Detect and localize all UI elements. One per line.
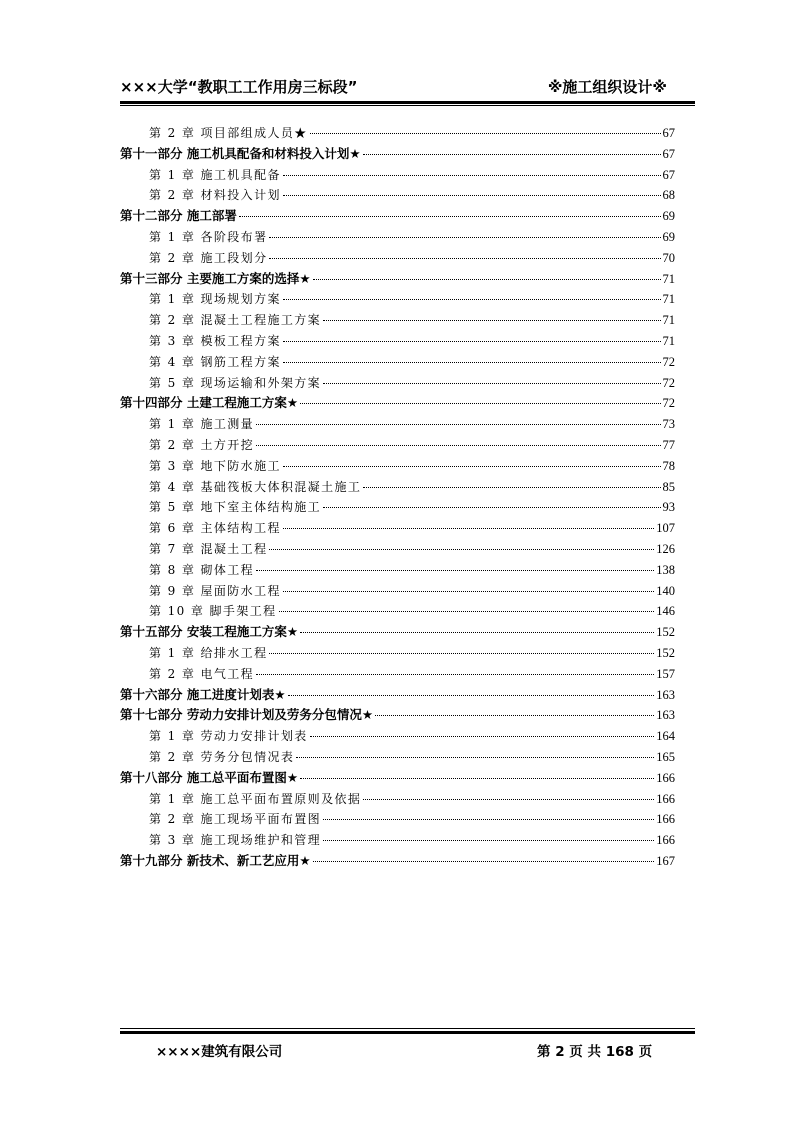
toc-entry-title: 第 2 章 材料投入计划: [149, 188, 281, 203]
toc-chapter-entry[interactable]: [120, 456, 675, 477]
toc-entry-page-number: 166: [656, 833, 675, 848]
toc-dot-leader: [256, 445, 660, 446]
toc-entry-title: 第 3 章 模板工程方案: [149, 333, 281, 348]
toc-entry-page-number: 166: [656, 812, 675, 827]
toc-dot-leader: [323, 507, 660, 508]
toc-entry-title: 第 6 章 主体结构工程: [149, 521, 281, 536]
toc-entry-title: 第 3 章 地下防水施工: [149, 458, 281, 473]
toc-entry-title: 第十八部分 施工总平面布置图★: [120, 769, 299, 785]
project-title: ×××大学“教职工工作用房三标段”: [120, 78, 358, 96]
toc-dot-leader: [256, 424, 660, 425]
toc-dot-leader: [283, 362, 661, 363]
toc-entry-page-number: 71: [662, 271, 675, 286]
toc-entry-page-number: 69: [662, 229, 675, 244]
toc-chapter-entry[interactable]: [120, 601, 675, 622]
header-rule: [120, 101, 695, 106]
toc-chapter-entry[interactable]: [120, 165, 675, 186]
toc-entry-page-number: 67: [662, 146, 675, 161]
toc-chapter-entry[interactable]: [120, 352, 675, 373]
toc-part-entry[interactable]: [120, 851, 675, 872]
footer-rule: [120, 1028, 695, 1034]
toc-entry-title: 第 1 章 各阶段布署: [149, 229, 268, 244]
toc-chapter-entry[interactable]: [120, 123, 675, 144]
toc-entry-page-number: 165: [656, 749, 675, 764]
table-of-contents: [120, 123, 675, 872]
toc-chapter-entry[interactable]: [120, 518, 675, 539]
toc-chapter-entry[interactable]: [120, 664, 675, 685]
toc-dot-leader: [323, 819, 654, 820]
toc-entry-title: 第 2 章 土方开挖: [149, 437, 255, 452]
toc-chapter-entry[interactable]: [120, 227, 675, 248]
toc-entry-title: 第 2 章 电气工程: [149, 666, 255, 681]
toc-entry-title: 第 2 章 项目部组成人员★: [149, 126, 308, 140]
toc-dot-leader: [323, 383, 660, 384]
toc-entry-page-number: 138: [656, 562, 675, 577]
toc-part-entry[interactable]: [120, 144, 675, 165]
toc-chapter-entry[interactable]: [120, 643, 675, 664]
toc-dot-leader: [300, 778, 654, 779]
toc-entry-page-number: 67: [662, 126, 675, 140]
toc-chapter-entry[interactable]: [120, 539, 675, 560]
toc-entry-title: 第 1 章 施工测量: [149, 417, 255, 432]
toc-dot-leader: [313, 861, 655, 862]
toc-part-entry[interactable]: [120, 269, 675, 290]
page-header: [120, 76, 695, 98]
toc-entry-title: 第 8 章 砌体工程: [149, 562, 255, 577]
toc-entry-page-number: 72: [662, 375, 675, 390]
toc-entry-page-number: 69: [662, 209, 675, 224]
toc-part-entry[interactable]: [120, 685, 675, 706]
toc-dot-leader: [283, 466, 661, 467]
toc-entry-title: 第十二部分 施工部署: [120, 208, 237, 224]
toc-dot-leader: [239, 216, 661, 217]
toc-chapter-entry[interactable]: [120, 809, 675, 830]
toc-entry-page-number: 71: [662, 333, 675, 348]
toc-dot-leader: [288, 695, 655, 696]
toc-part-entry[interactable]: [120, 206, 675, 227]
toc-dot-leader: [310, 133, 661, 134]
toc-dot-leader: [313, 279, 661, 280]
toc-dot-leader: [283, 195, 661, 196]
toc-dot-leader: [283, 591, 654, 592]
toc-dot-leader: [363, 487, 660, 488]
toc-dot-leader: [363, 799, 654, 800]
toc-dot-leader: [363, 154, 661, 155]
document-type: ※施工组织设计※: [547, 78, 667, 96]
toc-chapter-entry[interactable]: [120, 560, 675, 581]
toc-dot-leader: [279, 611, 655, 612]
toc-chapter-entry[interactable]: [120, 477, 675, 498]
toc-entry-title: 第 1 章 施工总平面布置原则及依据: [149, 791, 362, 806]
toc-entry-page-number: 71: [662, 313, 675, 328]
toc-dot-leader: [323, 320, 660, 321]
toc-entry-title: 第十三部分 主要施工方案的选择★: [120, 270, 311, 286]
toc-entry-page-number: 167: [656, 853, 675, 868]
toc-entry-title: 第 1 章 劳动力安排计划表: [149, 729, 308, 744]
toc-chapter-entry[interactable]: [120, 789, 675, 810]
toc-entry-title: 第 5 章 地下室主体结构施工: [149, 500, 322, 515]
toc-entry-title: 第 9 章 屋面防水工程: [149, 583, 281, 598]
toc-part-entry[interactable]: [120, 393, 675, 414]
toc-entry-page-number: 107: [656, 521, 675, 536]
toc-entry-title: 第 2 章 施工现场平面布置图: [149, 812, 322, 827]
toc-dot-leader: [375, 715, 654, 716]
toc-entry-page-number: 85: [662, 479, 675, 494]
toc-entry-page-number: 73: [662, 417, 675, 432]
company-name: ××××建筑有限公司: [156, 1044, 283, 1060]
toc-chapter-entry[interactable]: [120, 373, 675, 394]
toc-entry-page-number: 72: [662, 354, 675, 369]
toc-part-entry[interactable]: [120, 768, 675, 789]
toc-chapter-entry[interactable]: [120, 581, 675, 602]
toc-entry-title: 第 3 章 施工现场维护和管理: [149, 833, 322, 848]
toc-entry-page-number: 164: [656, 729, 675, 744]
toc-chapter-entry[interactable]: [120, 289, 675, 310]
toc-entry-title: 第十五部分 安装工程施工方案★: [120, 624, 299, 640]
toc-entry-title: 第十七部分 劳动力安排计划及劳务分包情况★: [120, 707, 374, 723]
toc-entry-page-number: 77: [662, 437, 675, 452]
toc-dot-leader: [283, 341, 661, 342]
toc-entry-title: 第 4 章 钢筋工程方案: [149, 354, 281, 369]
toc-dot-leader: [269, 258, 660, 259]
toc-chapter-entry[interactable]: [120, 497, 675, 518]
page-number: 第 2 页 共 168 页: [537, 1044, 653, 1060]
toc-entry-page-number: 152: [656, 645, 675, 660]
toc-dot-leader: [300, 632, 654, 633]
toc-entry-title: 第十一部分 施工机具配备和材料投入计划★: [120, 145, 361, 161]
toc-dot-leader: [269, 549, 654, 550]
toc-entry-page-number: 93: [662, 500, 675, 515]
toc-chapter-entry[interactable]: [120, 830, 675, 851]
toc-part-entry[interactable]: [120, 705, 675, 726]
toc-entry-page-number: 166: [656, 770, 675, 785]
toc-entry-title: 第 5 章 现场运输和外架方案: [149, 375, 322, 390]
toc-entry-title: 第 1 章 现场规划方案: [149, 292, 281, 307]
toc-entry-page-number: 126: [656, 541, 675, 556]
toc-chapter-entry[interactable]: [120, 414, 675, 435]
toc-entry-page-number: 166: [656, 791, 675, 806]
toc-dot-leader: [256, 674, 654, 675]
toc-entry-title: 第 4 章 基础筏板大体积混凝土施工: [149, 479, 362, 494]
toc-entry-title: 第 7 章 混凝土工程: [149, 541, 268, 556]
toc-entry-page-number: 71: [662, 292, 675, 307]
toc-entry-page-number: 157: [656, 666, 675, 681]
toc-entry-title: 第十六部分 施工进度计划表★: [120, 686, 286, 702]
toc-entry-title: 第 1 章 施工机具配备: [149, 167, 281, 182]
toc-entry-title: 第十九部分 新技术、新工艺应用★: [120, 852, 311, 868]
toc-dot-leader: [323, 840, 654, 841]
toc-entry-page-number: 163: [656, 687, 675, 702]
toc-entry-page-number: 140: [656, 583, 675, 598]
toc-dot-leader: [256, 570, 654, 571]
toc-entry-title: 第 1 章 给排水工程: [149, 645, 268, 660]
toc-chapter-entry[interactable]: [120, 248, 675, 269]
toc-entry-title: 第 10 章 脚手架工程: [149, 604, 277, 619]
toc-chapter-entry[interactable]: [120, 435, 675, 456]
toc-entry-page-number: 163: [656, 708, 675, 723]
toc-dot-leader: [283, 528, 654, 529]
toc-chapter-entry[interactable]: [120, 747, 675, 768]
toc-dot-leader: [310, 736, 655, 737]
toc-entry-page-number: 152: [656, 625, 675, 640]
toc-entry-page-number: 146: [656, 604, 675, 619]
toc-entry-title: 第 2 章 施工段划分: [149, 250, 268, 265]
toc-entry-page-number: 78: [662, 458, 675, 473]
toc-dot-leader: [296, 757, 654, 758]
toc-dot-leader: [269, 237, 660, 238]
toc-chapter-entry[interactable]: [120, 310, 675, 331]
toc-entry-title: 第 2 章 劳务分包情况表: [149, 749, 295, 764]
toc-dot-leader: [269, 653, 654, 654]
toc-entry-title: 第十四部分 土建工程施工方案★: [120, 395, 299, 411]
toc-part-entry[interactable]: [120, 622, 675, 643]
toc-chapter-entry[interactable]: [120, 331, 675, 352]
toc-dot-leader: [300, 403, 660, 404]
toc-chapter-entry[interactable]: [120, 185, 675, 206]
toc-chapter-entry[interactable]: [120, 726, 675, 747]
toc-entry-page-number: 72: [662, 396, 675, 411]
toc-entry-title: 第 2 章 混凝土工程施工方案: [149, 313, 322, 328]
toc-entry-page-number: 70: [662, 250, 675, 265]
toc-entry-page-number: 68: [662, 188, 675, 203]
toc-dot-leader: [283, 299, 661, 300]
toc-dot-leader: [283, 175, 661, 176]
toc-entry-page-number: 67: [662, 167, 675, 182]
